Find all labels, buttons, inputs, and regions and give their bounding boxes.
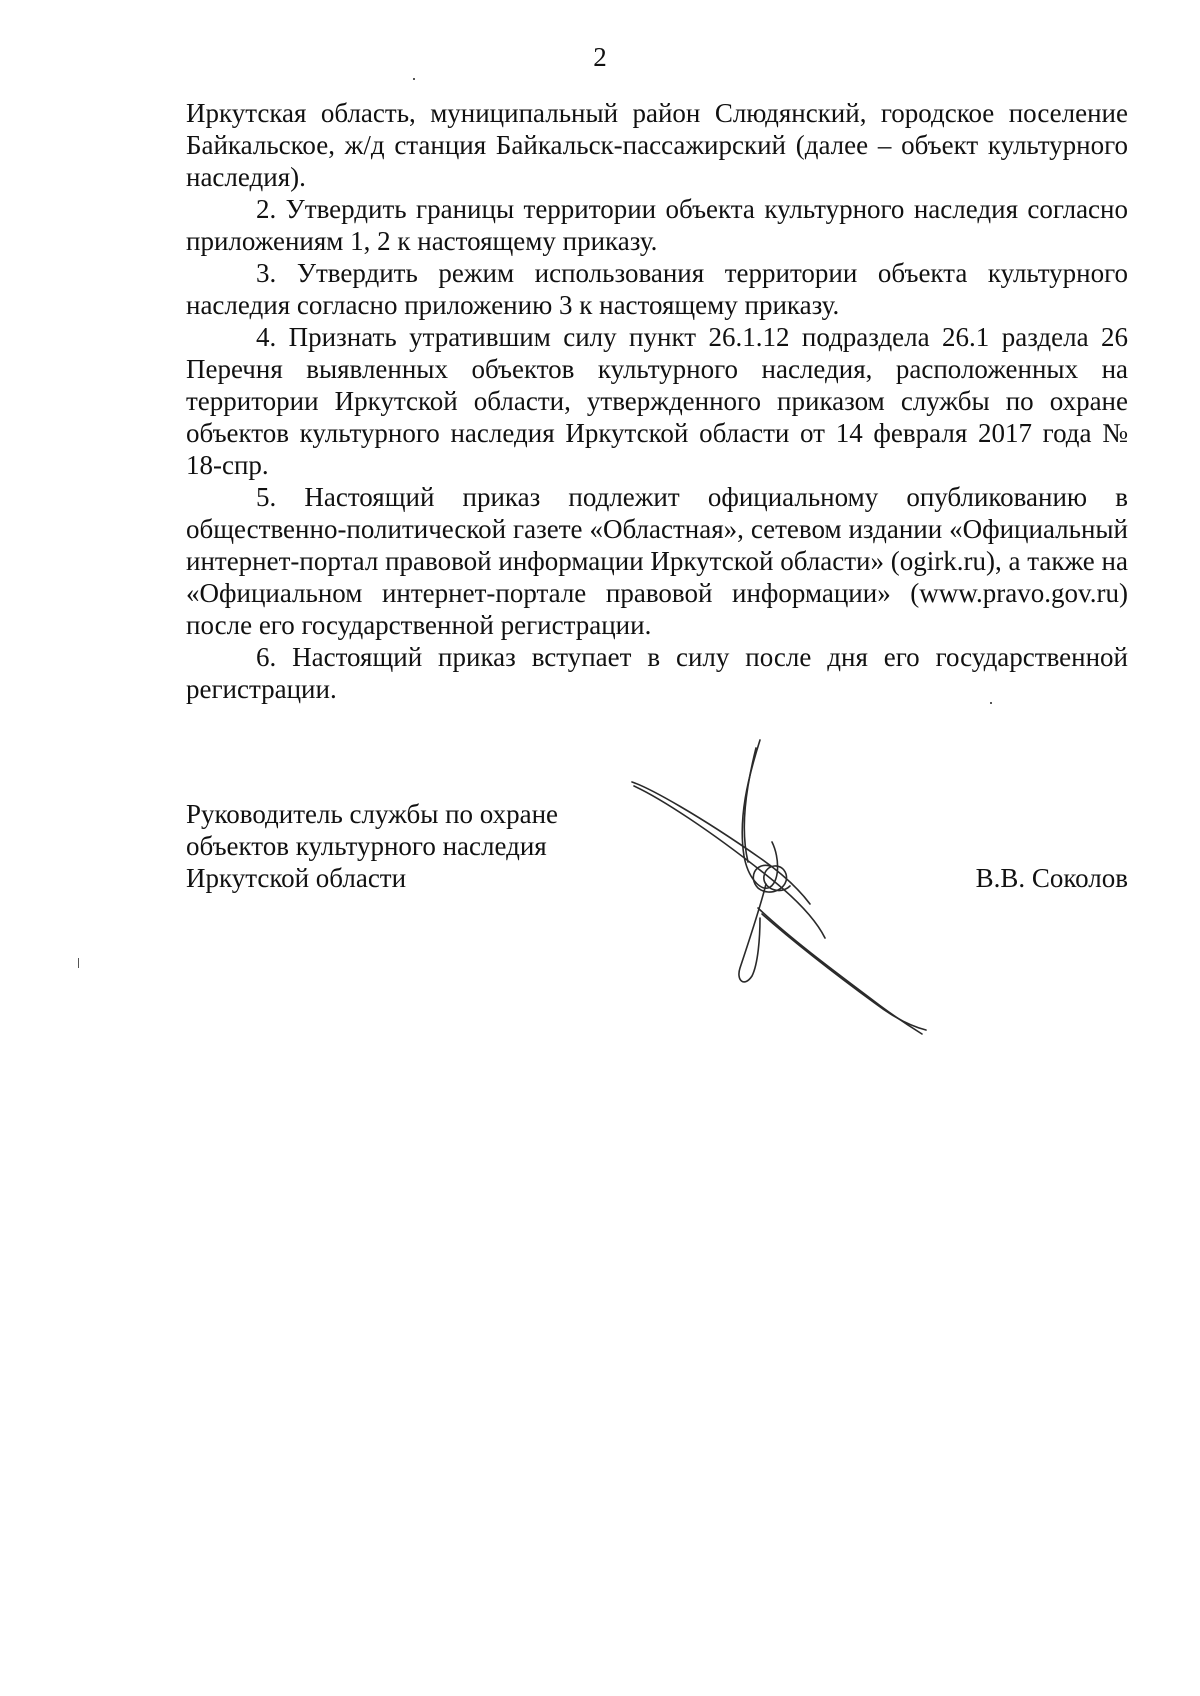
signatory-title-line: Руководитель службы по охране (186, 799, 559, 829)
signatory-title-line: объектов культурного наследия (186, 831, 547, 861)
paragraph-6: 6. Настоящий приказ вступает в силу после дня его государственной регистрации. (186, 642, 1128, 704)
scan-speck (413, 78, 415, 80)
signatory-title (186, 798, 686, 894)
signer-name: В.В. Соколов (975, 863, 1128, 893)
scan-speck (990, 702, 992, 704)
document-body (186, 97, 1128, 705)
handwritten-signature (620, 738, 940, 1038)
scan-speck (78, 958, 79, 968)
paragraph-5: 5. Настоящий приказ подлежит официальному опубликованию в общественно-политической газете «Областная», сетевом издании «Официальный интернет-портал правовой информации Иркутской области» (ogirk.ru), а также на «Официальном интернет-портале правовой информации» (www.pravo.gov.ru) после его государственной регистрации. (186, 482, 1128, 640)
paragraph-4: 4. Признать утратившим силу пункт 26.1.12 подраздела 26.1 раздела 26 Перечня выявленных объектов культурного наследия, расположенных на территории Иркутской области, утвержденного приказом службы по охране объектов культурного наследия Иркутской области от 14 февраля 2017 года № 18-спр. (186, 322, 1128, 480)
page-number: 2 (593, 42, 607, 72)
paragraph-2: 2. Утвердить границы территории объекта культурного наследия согласно приложениям 1, 2 к настоящему приказу. (186, 194, 1128, 256)
signatory-title-line: Иркутской области (186, 863, 407, 893)
paragraph-3: 3. Утвердить режим использования территории объекта культурного наследия согласно приложению 3 к настоящему приказу. (186, 258, 1128, 320)
paragraph-1: Иркутская область, муниципальный район Слюдянский, городское поселение Байкальское, ж/д станция Байкальск-пассажирский (далее – объект культурного наследия). (186, 98, 1128, 192)
